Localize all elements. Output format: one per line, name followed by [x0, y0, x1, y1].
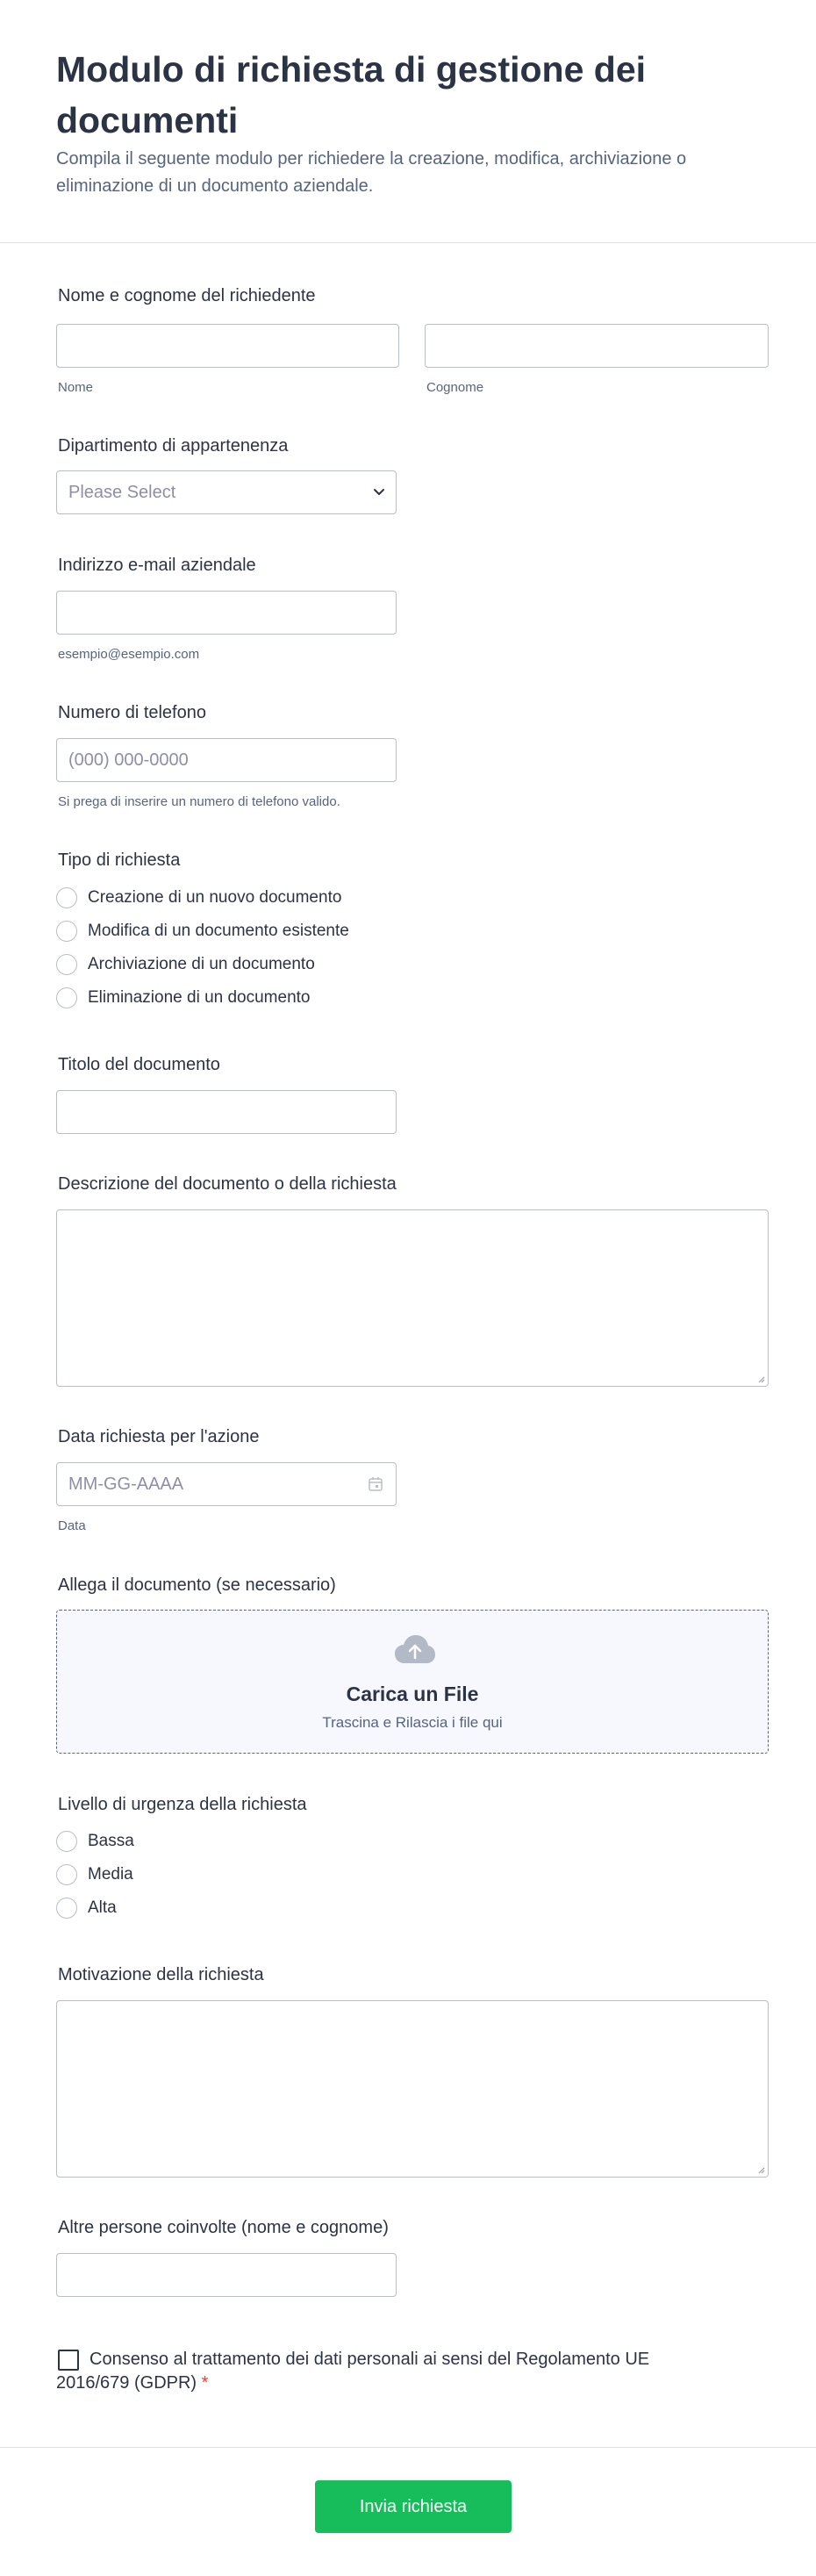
department-select[interactable]	[56, 470, 397, 514]
consent-label	[56, 2348, 705, 2395]
department-placeholder: Please Select	[68, 483, 176, 502]
resize-handle-icon[interactable]	[756, 1374, 765, 1383]
request-type-option[interactable]	[56, 920, 349, 943]
file-upload-dropzone[interactable]	[56, 1610, 769, 1754]
page-subtitle: Compila il seguente modulo per richiedere la creazione, modifica, archiviazione o eliminazione di un documento aziendale.	[56, 149, 687, 196]
date-input[interactable]	[56, 1462, 397, 1506]
phone-sublabel: Si prega di inserire un numero di telefono valido.	[58, 794, 340, 809]
request-type-option[interactable]	[56, 886, 341, 909]
upload-subtitle: Trascina e Rilascia i file qui	[322, 1714, 503, 1731]
request-type-option[interactable]	[56, 987, 311, 1009]
cloud-upload-icon	[394, 1633, 436, 1667]
radio-label: Creazione di un nuovo documento	[88, 888, 342, 907]
radio-button[interactable]	[56, 887, 77, 908]
attachment-label: Allega il documento (se necessario)	[58, 1575, 336, 1595]
date-sublabel: Data	[58, 1518, 86, 1533]
last-name-input[interactable]	[425, 324, 769, 368]
doc-title-label: Titolo del documento	[58, 1055, 220, 1074]
radio-label: Eliminazione di un documento	[88, 988, 311, 1007]
chevron-down-icon	[372, 484, 386, 499]
date-placeholder: MM-GG-AAAA	[68, 1475, 184, 1494]
request-type-label: Tipo di richiesta	[58, 850, 181, 870]
radio-label: Archiviazione di un documento	[88, 955, 315, 973]
motivation-textarea[interactable]	[56, 2000, 769, 2178]
email-label: Indirizzo e-mail aziendale	[58, 556, 256, 575]
radio-label: Modifica di un documento esistente	[88, 922, 349, 940]
form-header	[0, 0, 816, 243]
radio-label: Media	[88, 1865, 133, 1884]
resize-handle-icon[interactable]	[756, 2165, 765, 2174]
radio-button[interactable]	[56, 921, 77, 942]
urgency-label: Livello di urgenza della richiesta	[58, 1795, 307, 1814]
request-type-option[interactable]	[56, 953, 315, 976]
submit-button[interactable]: Invia richiesta	[315, 2480, 512, 2533]
department-label: Dipartimento di appartenenza	[58, 436, 289, 456]
phone-placeholder: (000) 000-0000	[68, 750, 189, 770]
phone-label: Numero di telefono	[58, 703, 206, 722]
footer-divider	[0, 2447, 816, 2448]
email-input[interactable]	[56, 591, 397, 635]
urgency-option[interactable]	[56, 1830, 134, 1853]
email-sublabel: esempio@esempio.com	[58, 647, 200, 662]
others-input[interactable]	[56, 2253, 397, 2297]
motivation-label: Motivazione della richiesta	[58, 1965, 264, 1984]
description-label: Descrizione del documento o della richiesta	[58, 1174, 397, 1194]
others-label: Altre persone coinvolte (nome e cognome)	[58, 2218, 389, 2237]
first-name-input[interactable]	[56, 324, 399, 368]
radio-button[interactable]	[56, 954, 77, 975]
description-textarea[interactable]	[56, 1209, 769, 1387]
upload-title: Carica un File	[346, 1683, 479, 1705]
page-title: Modulo di richiesta di gestione dei documenti	[56, 49, 647, 140]
radio-label: Bassa	[88, 1832, 134, 1850]
date-label: Data richiesta per l'azione	[58, 1427, 260, 1446]
calendar-icon[interactable]	[368, 1476, 383, 1492]
radio-button[interactable]	[56, 1864, 77, 1885]
urgency-option[interactable]	[56, 1863, 133, 1886]
first-name-sublabel: Nome	[58, 380, 94, 395]
radio-button[interactable]	[56, 987, 77, 1008]
urgency-option[interactable]	[56, 1897, 117, 1919]
phone-input[interactable]	[56, 738, 397, 782]
last-name-sublabel: Cognome	[426, 380, 484, 395]
required-mark: *	[201, 2373, 209, 2393]
name-label: Nome e cognome del richiedente	[58, 286, 316, 305]
consent-text: Consenso al trattamento dei dati personali ai sensi del Regolamento UE 2016/679 (GDPR)	[56, 2350, 650, 2393]
doc-title-input[interactable]	[56, 1090, 397, 1134]
radio-button[interactable]	[56, 1831, 77, 1852]
radio-label: Alta	[88, 1898, 117, 1917]
radio-button[interactable]	[56, 1898, 77, 1919]
